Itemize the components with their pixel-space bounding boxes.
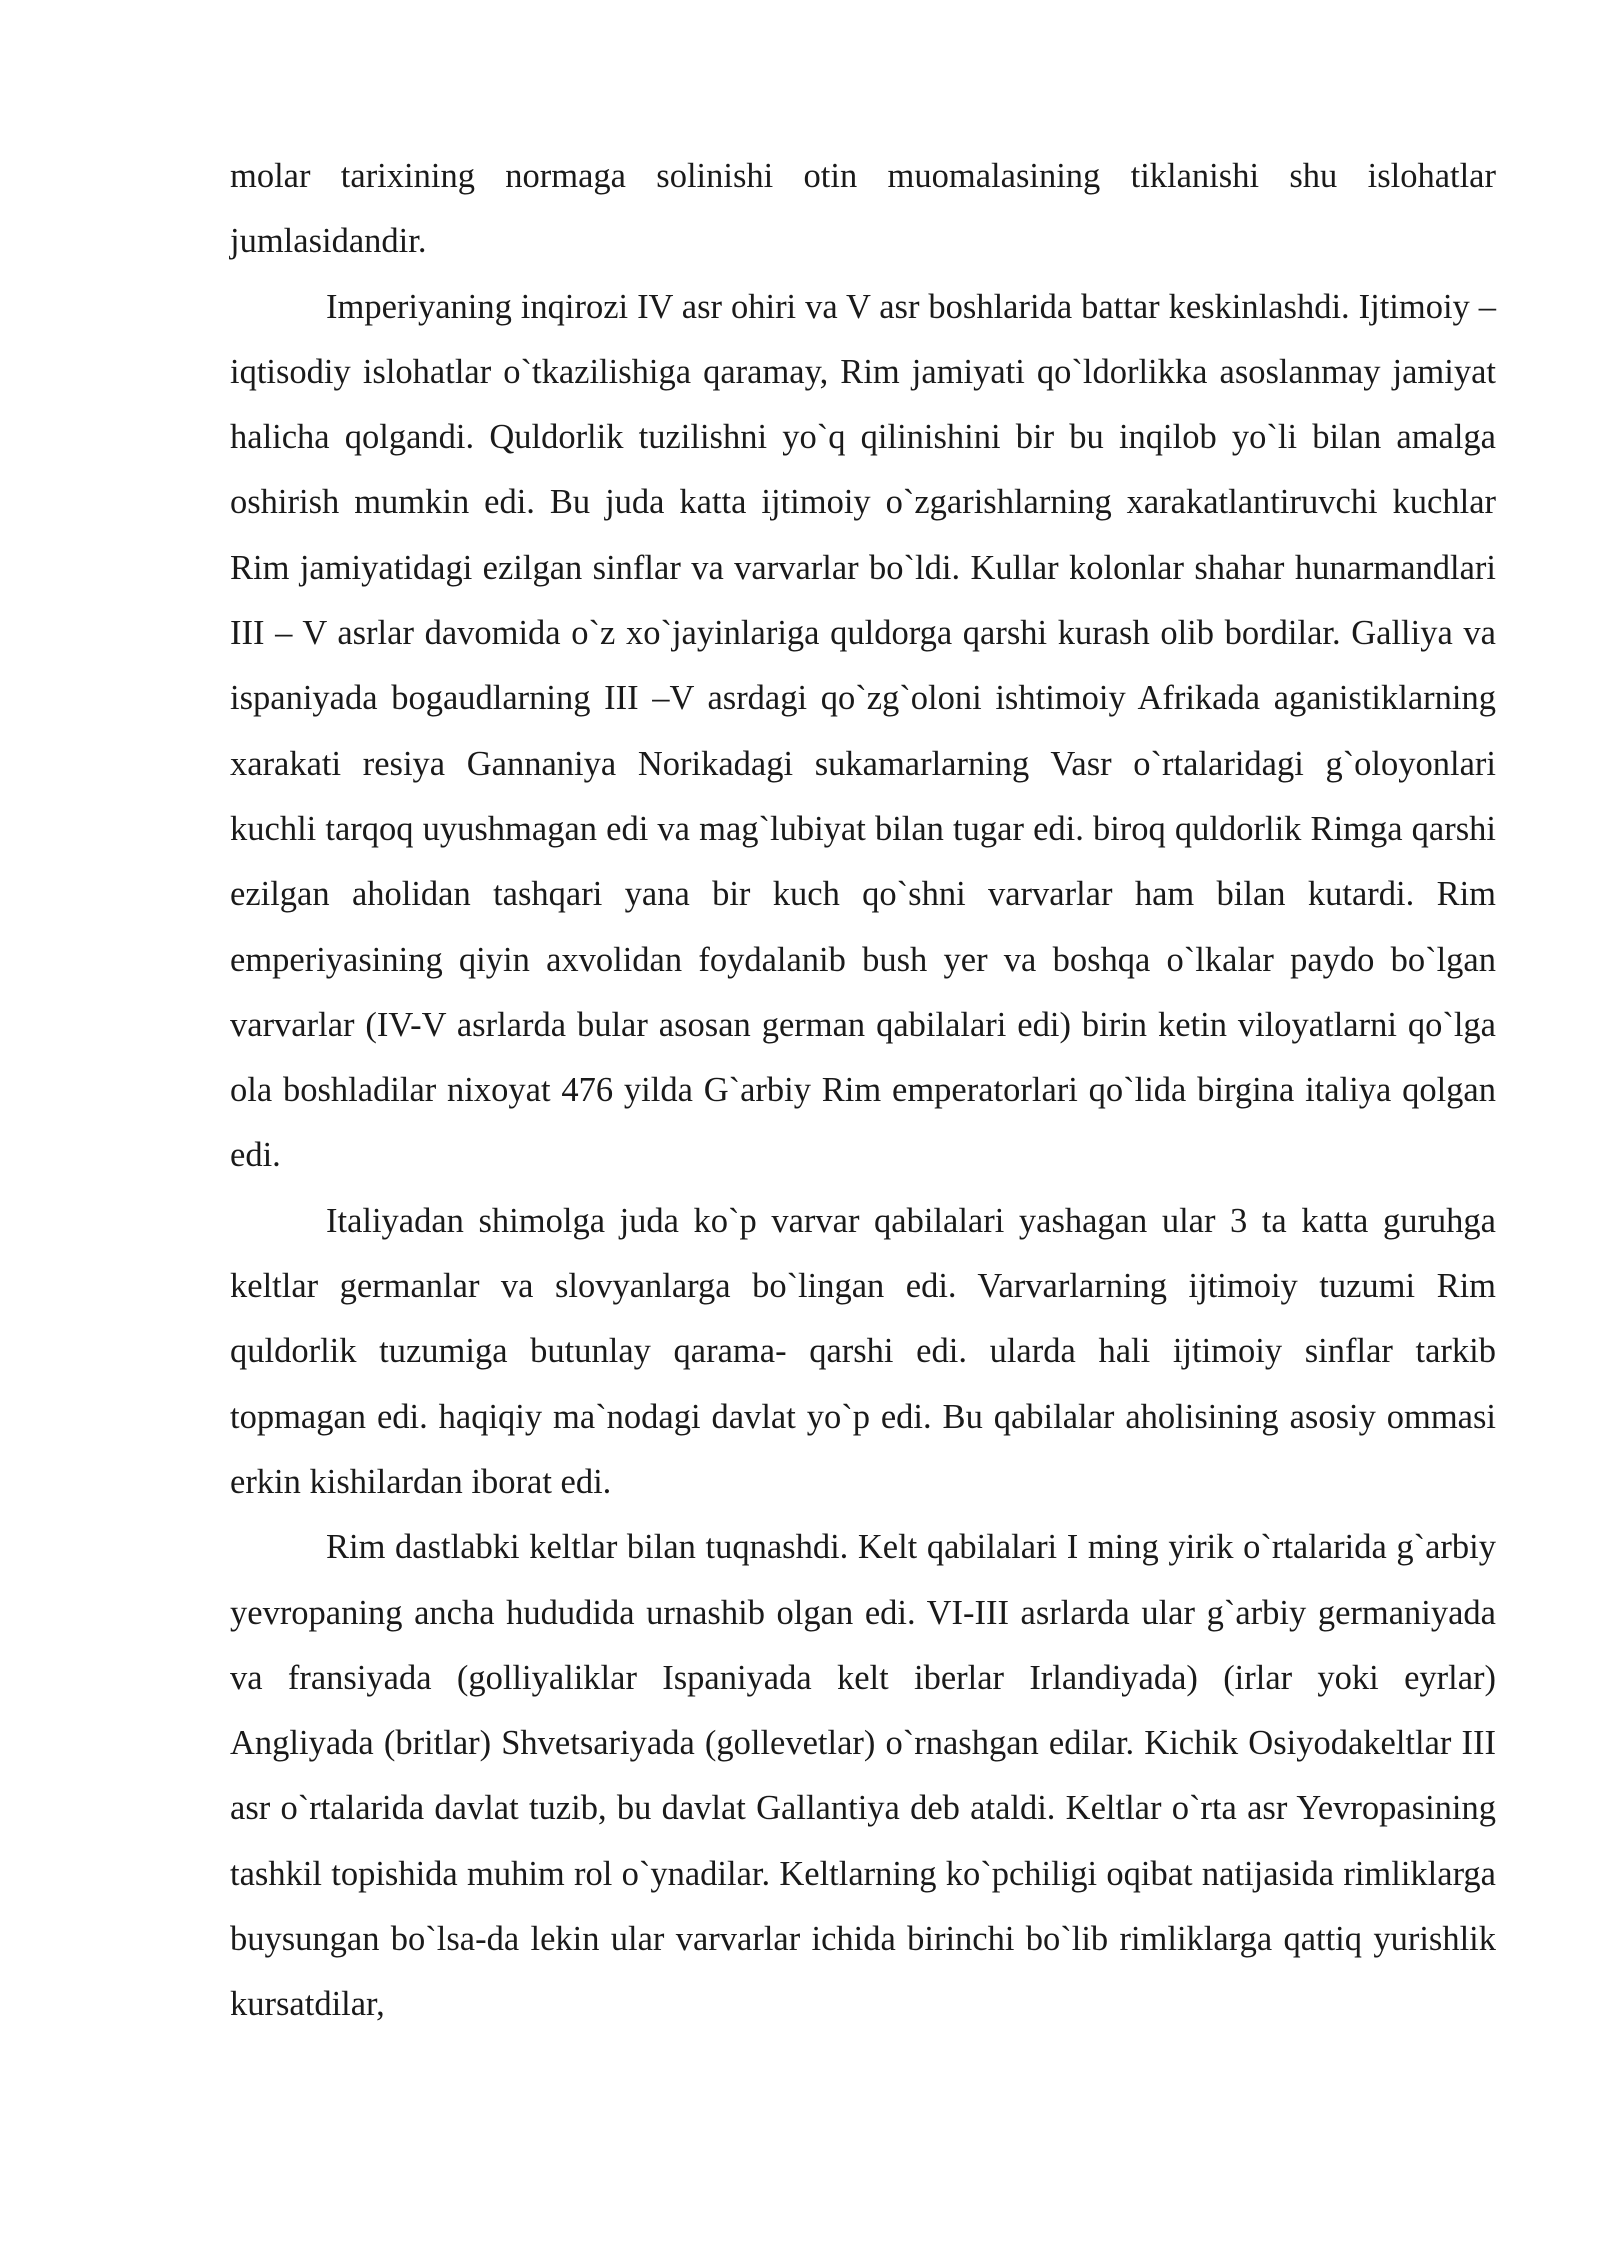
paragraph-continuation: molar tarixining normaga solinishi otin muomalasining tiklanishi shu islohatlar jumlasidandir. bbox=[230, 157, 1496, 261]
paragraph-imperial-crisis: Imperiyaning inqirozi IV asr ohiri va V asr boshlarida battar keskinlashdi. Ijtimoiy – iqtisodiy islohatlar o`tkazilishiga qaramay, Rim jamiyati qo`ldorlikka asoslanmay jamiyat halicha qolgandi. Quldorlik tuzilishni yo`q qilinishini bir bu inqilob yo`li bilan amalga oshirish mumkin edi. Bu juda katta ijtimoiy o`zgarishlarning xarakatlantiruvchi kuchlar Rim jamiyatidagi ezilgan sinflar va varvarlar bo`ldi. Kullar kolonlar shahar hunarmandlari III – V asrlar davomida o`z xo`jayinlariga quldorga qarshi kurash olib bordilar. Galliya va ispaniyada bogaudlarning III –V asrdagi qo`zg`oloni ishtimoiy Afrikada aganistiklarning xarakati resiya Gannaniya Norikadagi sukamarlarning Vasr o`rtalaridagi g`oloyonlari kuchli tarqoq uyushmagan edi va mag`lubiyat bilan tugar edi. biroq quldorlik Rimga qarshi ezilgan aholidan tashqari yana bir kuch qo`shni varvarlar ham bilan kutardi. Rim emperiyasining qiyin axvolidan foydalanib bush yer va boshqa o`lkalar paydo bo`lgan varvarlar (IV-V asrlarda bular asosan german qabilalari edi) birin ketin viloyatlarni qo`lga ola boshladilar nixoyat 476 yilda G`arbiy Rim emperatorlari qo`lida birgina italiya qolgan edi. bbox=[230, 287, 1496, 1175]
paragraph-celts: Rim dastlabki keltlar bilan tuqnashdi. Kelt qabilalari I ming yirik o`rtalarida g`arbiy yevropaning ancha hududida urnashib olgan edi. VI-III asrlarda ular g`arbiy germaniyada va fransiyada (golliyaliklar Ispaniyada kelt iberlar Irlandiyada) (irlar yoki eyrlar) Angliyada (britlar) Shvetsariyada (gollevetlar) o`rnashgan edilar. Kichik Osiyodakeltlar III asr o`rtalarida davlat tuzib, bu davlat Gallantiya deb ataldi. Keltlar o`rta asr Yevropasining tashkil topishida muhim rol o`ynadilar. Keltlarning ko`pchiligi oqibat natijasida rimliklarga buysungan bo`lsa-da lekin ular varvarlar ichida birinchi bo`lib rimliklarga qattiq yurishlik kursatdilar, bbox=[230, 1528, 1496, 2024]
paragraph-barbarian-tribes: Italiyadan shimolga juda ko`p varvar qabilalari yashagan ular 3 ta katta guruhga keltlar germanlar va slovyanlarga bo`lingan edi. Varvarlarning ijtimoiy tuzumi Rim quldorlik tuzumiga butunlay qarama- qarshi edi. ularda hali ijtimoiy sinflar tarkib topmagan edi. haqiqiy ma`nodagi davlat yo`p edi. Bu qabilalar aholisining asosiy ommasi erkin kishilardan iborat edi. bbox=[230, 1201, 1496, 1501]
document-page bbox=[230, 144, 1496, 2038]
